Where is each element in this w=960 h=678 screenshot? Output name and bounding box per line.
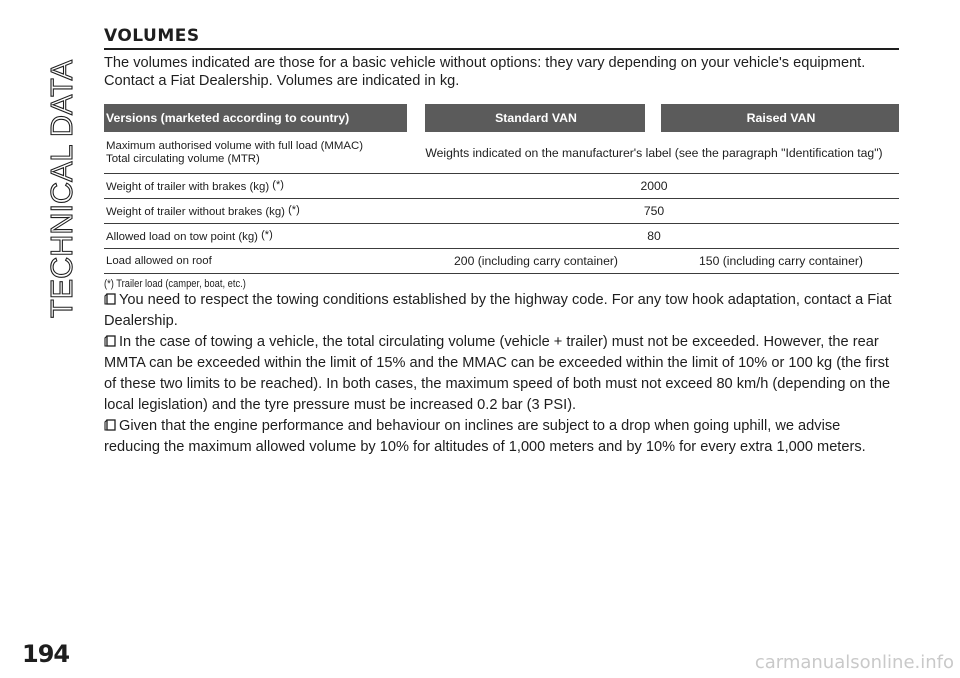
table-row — [104, 199, 899, 224]
side-section-label — [22, 28, 82, 328]
table-footnote: (*) Trailer load (camper, boat, etc.) — [104, 278, 246, 290]
header-versions: Versions (marketed according to country) — [104, 104, 407, 132]
footnote-mark: (*) — [261, 228, 273, 241]
page-content — [104, 26, 899, 458]
row-value-roof-standard: 200 (including carry container) — [425, 249, 645, 274]
footnote-mark: (*) — [288, 203, 300, 216]
table-row — [104, 174, 899, 199]
note-paragraph — [104, 416, 899, 458]
row-value-unbraked: 750 — [407, 199, 899, 224]
table-row — [104, 249, 899, 274]
row-value-mmac: Weights indicated on the manufacturer's label (see the paragraph "Identification tag") — [407, 132, 899, 174]
row-label-braked: Weight of trailer with brakes (kg) (*) — [104, 174, 407, 199]
volumes-table — [104, 104, 899, 274]
side-section-label-text: TECHNICAL DATA — [44, 56, 79, 318]
note-text: Given that the engine performance and behaviour on inclines are subject to a drop when going uphill, we advise reducing the maximum allowed volume by 10% for altitudes of 1,000 meters and by 10% for every extra 1,000 meters. — [104, 418, 866, 455]
note-text: You need to respect the towing conditions established by the highway code. For any tow hook adaptation, contact a Fiat Dealership. — [104, 292, 892, 329]
manual-icon — [104, 419, 117, 431]
header-raised-van: Raised VAN — [661, 104, 899, 132]
table-row — [104, 132, 899, 174]
note-paragraph — [104, 332, 899, 416]
manual-icon — [104, 293, 117, 305]
row-label-unbraked: Weight of trailer without brakes (kg) (*) — [104, 199, 407, 224]
footnote-mark: (*) — [272, 178, 284, 191]
section-intro: The volumes indicated are those for a basic vehicle without options: they vary depending on your vehicle's equipment. Contact a Fiat Dealership. Volumes are indicated in kg. — [104, 55, 866, 89]
row-value-towpoint: 80 — [407, 224, 899, 249]
row-value-braked: 2000 — [407, 174, 899, 199]
header-standard-van: Standard VAN — [425, 104, 645, 132]
row-label-mmac-line2: Total circulating volume (MTR) — [106, 152, 260, 165]
table-row — [104, 224, 899, 249]
page-number: 194 — [22, 640, 70, 668]
row-value-roof-raised: 150 (including carry container) — [661, 249, 899, 274]
row-label-towpoint: Allowed load on tow point (kg) (*) — [104, 224, 407, 249]
row-label-roof: Load allowed on roof — [104, 249, 407, 274]
section-title: VOLUMES — [104, 26, 899, 50]
watermark: carmanualsonline.info — [754, 652, 954, 673]
row-label-mmac-line1: Maximum authorised volume with full load (MMAC) — [106, 139, 364, 152]
row-label-mmac — [104, 132, 407, 174]
table-header-row — [104, 104, 899, 132]
manual-icon — [104, 335, 117, 347]
note-text: In the case of towing a vehicle, the total circulating volume (vehicle + trailer) must not be exceeded. However, the rear MMTA can be exceeded within the limit of 15% and the MMAC can be exceeded within the limit of 10% or 100 kg (the first of these two limits to be reached). In both cases, the maximum speed of both must not exceed 80 km/h (depending on the local legislation) and the tyre pressure must be increased 0.2 bar (3 PSI). — [104, 334, 891, 413]
note-paragraph — [104, 290, 899, 332]
